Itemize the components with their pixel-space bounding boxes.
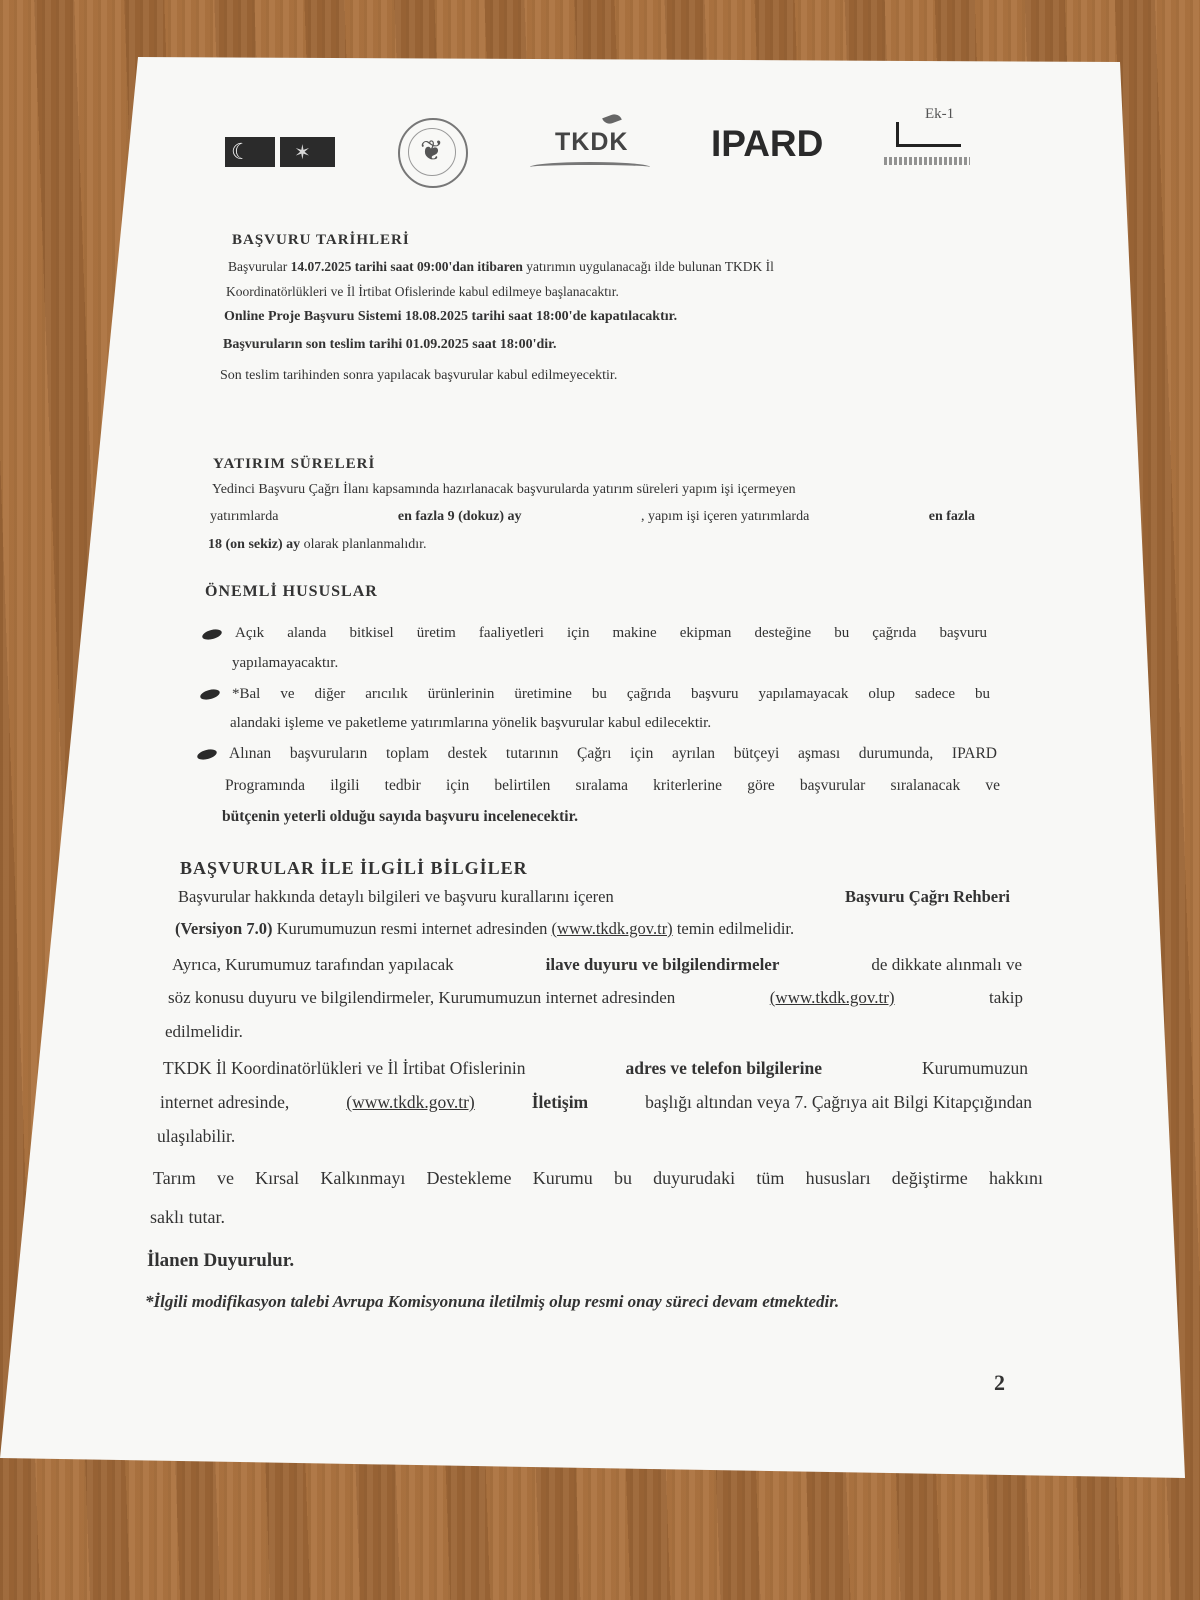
ministry-logo-icon — [896, 122, 961, 147]
info-p2-line-3: edilmelidir. — [165, 1022, 243, 1041]
info-p2-line-1: Ayrıca, Kurumumuz tarafından yapılacak ilave duyuru ve bilgilendirmeler de dikkate alınmalı ve — [172, 955, 1022, 974]
important-bullet-3-line-1: Alınan başvuruların toplam destek tutarının Çağrı için ayrılan bütçeyi aşması durumunda, IPARD — [229, 745, 997, 762]
ministry-logo-caption — [884, 157, 970, 165]
duration-line-2: yatırımlarda en fazla 9 (dokuz) ay , yapım işi içeren yatırımlarda en fazla — [210, 509, 975, 524]
info-p3-line-1: TKDK İl Koordinatörlükleri ve İl İrtibat Ofislerinin adres ve telefon bilgilerine Kurumumuzun — [163, 1058, 1028, 1078]
annex-label: Ek-1 — [925, 106, 955, 122]
website-link[interactable]: (www.tkdk.gov.tr) — [769, 988, 895, 1007]
dates-line-1: Başvurular 14.07.2025 tarihi saat 09:00'dan itibaren yatırımın uygulanacağı ilde bulunan TKDK İl — [228, 259, 774, 274]
tkdk-leaf-icon — [602, 112, 622, 126]
info-p2-line-2: söz konusu duyuru ve bilgilendirmeler, Kurumumuzun internet adresinden (www.tkdk.gov.tr) takip — [168, 988, 1023, 1007]
bullet-icon — [196, 748, 218, 762]
section-info-title: BAŞVURULAR İLE İLGİLİ BİLGİLER — [180, 858, 528, 878]
tkdk-logo: TKDK — [555, 128, 629, 156]
info-p3-line-2: internet adresinde, (www.tkdk.gov.tr) İletişim başlığı altından veya 7. Çağrıya ait Bilgi Kitapçığından — [160, 1092, 1032, 1112]
eu-flag-icon: ✶ — [280, 137, 335, 167]
website-link[interactable]: (www.tkdk.gov.tr) — [346, 1092, 475, 1112]
important-bullet-2-line-1: *Bal ve diğer arıcılık ürünlerinin üretimine bu çağrıda başvuru yapılamayacak olup sadece bu — [232, 686, 990, 702]
bullet-icon — [201, 628, 223, 642]
dates-line-5: Son teslim tarihinden sonra yapılacak başvurular kabul edilmeyecektir. — [220, 368, 618, 383]
important-bullet-3-line-2: Programında ilgili tedbir için belirtilen sıralama kriterlerine göre başvurular sıralanacak ve — [225, 777, 1000, 794]
section-important-title: ÖNEMLİ HUSUSLAR — [205, 583, 378, 600]
important-bullet-1-line-2: yapılamayacaktır. — [232, 655, 339, 671]
page-number: 2 — [994, 1370, 1005, 1395]
important-bullet-1-line-1: Açık alanda bitkisel üretim faaliyetleri için makine ekipman desteğine bu çağrıda başvuru — [235, 625, 987, 641]
section-duration-title: YATIRIM SÜRELERİ — [213, 456, 376, 472]
turkish-flag-icon: ☾ — [225, 137, 275, 167]
ministry-seal-icon: ❦ — [398, 118, 468, 188]
tkdk-swoosh — [530, 162, 650, 172]
info-p4-line-2: saklı tutar. — [150, 1207, 225, 1227]
duration-line-1: Yedinci Başvuru Çağrı İlanı kapsamında hazırlanacak başvurularda yatırım süreleri yapım işi içermeyen — [212, 482, 796, 497]
important-bullet-2-line-2: alandaki işleme ve paketleme yatırımlarına yönelik başvurular kabul edilecektir. — [230, 715, 712, 731]
duration-line-3: 18 (on sekiz) ay olarak planlanmalıdır. — [208, 537, 427, 552]
bullet-icon — [199, 688, 221, 702]
dates-line-4: Başvuruların son teslim tarihi 01.09.2025 saat 18:00'dir. — [223, 337, 557, 352]
info-p1-line-1: Başvurular hakkında detaylı bilgileri ve başvuru kurallarını içeren Başvuru Çağrı Rehberi — [178, 887, 1010, 906]
closing-line: İlanen Duyurulur. — [147, 1250, 295, 1271]
important-bullet-3-line-3: bütçenin yeterli olduğu sayıda başvuru incelenecektir. — [222, 808, 578, 825]
info-p4-line-1: Tarım ve Kırsal Kalkınmayı Destekleme Kurumu bu duyurudaki tüm hususları değiştirme hakkını — [153, 1168, 1043, 1188]
dates-line-2: Koordinatörlükleri ve İl İrtibat Ofislerinde kabul edilmeye başlanacaktır. — [226, 284, 619, 299]
info-p1-line-2: (Versiyon 7.0) Kurumumuzun resmi internet adresinden (www.tkdk.gov.tr) temin edilmelidir. — [175, 919, 795, 938]
website-link[interactable]: (www.tkdk.gov.tr) — [551, 919, 673, 938]
footnote: *İlgili modifikasyon talebi Avrupa Komisyonuna iletilmiş olup resmi onay süreci devam etmektedir. — [145, 1292, 840, 1311]
ipard-logo: IPARD — [711, 123, 824, 164]
info-p3-line-3: ulaşılabilir. — [157, 1126, 236, 1146]
section-dates-title: BAŞVURU TARİHLERİ — [232, 232, 410, 248]
dates-line-3: Online Proje Başvuru Sistemi 18.08.2025 tarihi saat 18:00'de kapatılacaktır. — [224, 309, 678, 324]
